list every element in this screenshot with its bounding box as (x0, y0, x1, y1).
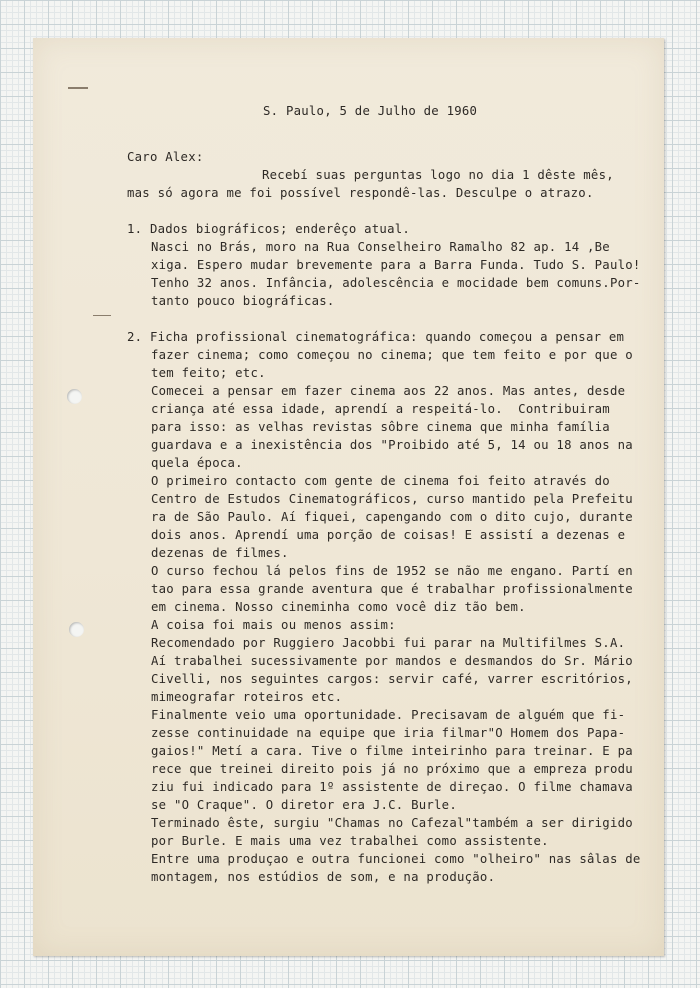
body-line: Civelli, nos seguintes cargos: servir café, varrer escritórios, (151, 672, 633, 686)
body-line: quela época. (151, 456, 243, 470)
body-line: Entre uma produçao e outra funcionei como "olheiro" nas sâlas de (151, 852, 641, 866)
body-line: rece que treinei direito pois já no próximo que a empreza produ (151, 762, 633, 776)
ink-mark (93, 315, 111, 316)
punch-hole (69, 622, 84, 637)
body-line: gaios!" Metí a cara. Tive o filme inteirinho para treinar. E pa (151, 744, 633, 758)
body-line: guardava e a inexistência dos "Proibido até 5, 14 ou 18 anos na (151, 438, 633, 452)
body-line: Comecei a pensar em fazer cinema aos 22 anos. Mas antes, desde (151, 384, 626, 398)
body-line: ra de São Paulo. Aí fiquei, capengando com o dito cujo, durante (151, 510, 633, 524)
body-line: xiga. Espero mudar brevemente para a Barra Funda. Tudo S. Paulo! (151, 258, 641, 272)
body-line: se "O Craque". O diretor era J.C. Burle. (151, 798, 457, 812)
body-line: Terminado êste, surgiu "Chamas no Cafezal"também a ser dirigido (151, 816, 633, 830)
body-line: A coisa foi mais ou menos assim: (151, 618, 396, 632)
body-line: Aí trabalhei sucessivamente por mandos e desmandos do Sr. Mário (151, 654, 633, 668)
letter-salutation: Caro Alex: (127, 150, 204, 164)
body-line: zesse continuidade na equipe que iria filmar"O Homem dos Papa- (151, 726, 626, 740)
body-line: por Burle. E mais uma vez trabalhei como assistente. (151, 834, 549, 848)
body-line: Nasci no Brás, moro na Rua Conselheiro Ramalho 82 ap. 14 ,Be (151, 240, 610, 254)
letter-page (33, 38, 664, 956)
body-line: tao para essa grande aventura que é trabalhar profissionalmente (151, 582, 633, 596)
body-line: dois anos. Aprendí uma porção de coisas! E assistí a dezenas e (151, 528, 626, 542)
intro-line: mas só agora me foi possível respondê-las. Desculpe o atrazo. (127, 186, 594, 200)
body-line: mimeografar roteiros etc. (151, 690, 343, 704)
section-heading: 2. Ficha profissional cinematográfica: quando começou a pensar em (127, 330, 625, 344)
body-line: em cinema. Nosso cineminha como você diz tão bem. (151, 600, 526, 614)
body-line: tanto pouco biográficas. (151, 294, 335, 308)
section-heading: 1. Dados biográficos; enderêço atual. (127, 222, 411, 236)
body-line: fazer cinema; como começou no cinema; que tem feito e por que o (151, 348, 633, 362)
body-line: tem feito; etc. (151, 366, 266, 380)
body-line: para isso: as velhas revistas sôbre cinema que minha família (151, 420, 610, 434)
body-line: ziu fui indicado para 1º assistente de direçao. O filme chamava (151, 780, 633, 794)
body-line: Tenho 32 anos. Infância, adolescência e mocidade bem comuns.Por- (151, 276, 641, 290)
punch-hole (67, 389, 82, 404)
body-line: Finalmente veio uma oportunidade. Precisavam de alguém que fi- (151, 708, 626, 722)
letter-date: S. Paulo, 5 de Julho de 1960 (263, 104, 478, 118)
body-line: Centro de Estudos Cinematográficos, curso mantido pela Prefeitu (151, 492, 633, 506)
body-line: O curso fechou lá pelos fins de 1952 se não me engano. Partí en (151, 564, 633, 578)
intro-line: Recebí suas perguntas logo no dia 1 dêste mês, (262, 168, 614, 182)
ink-mark (68, 87, 88, 89)
body-line: dezenas de filmes. (151, 546, 289, 560)
body-line: O primeiro contacto com gente de cinema foi feito através do (151, 474, 610, 488)
body-line: Recomendado por Ruggiero Jacobbi fui parar na Multifilmes S.A. (151, 636, 626, 650)
body-line: criança até essa idade, aprendí a respeitá-lo. Contribuiram (151, 402, 610, 416)
body-line: montagem, nos estúdios de som, e na produção. (151, 870, 496, 884)
